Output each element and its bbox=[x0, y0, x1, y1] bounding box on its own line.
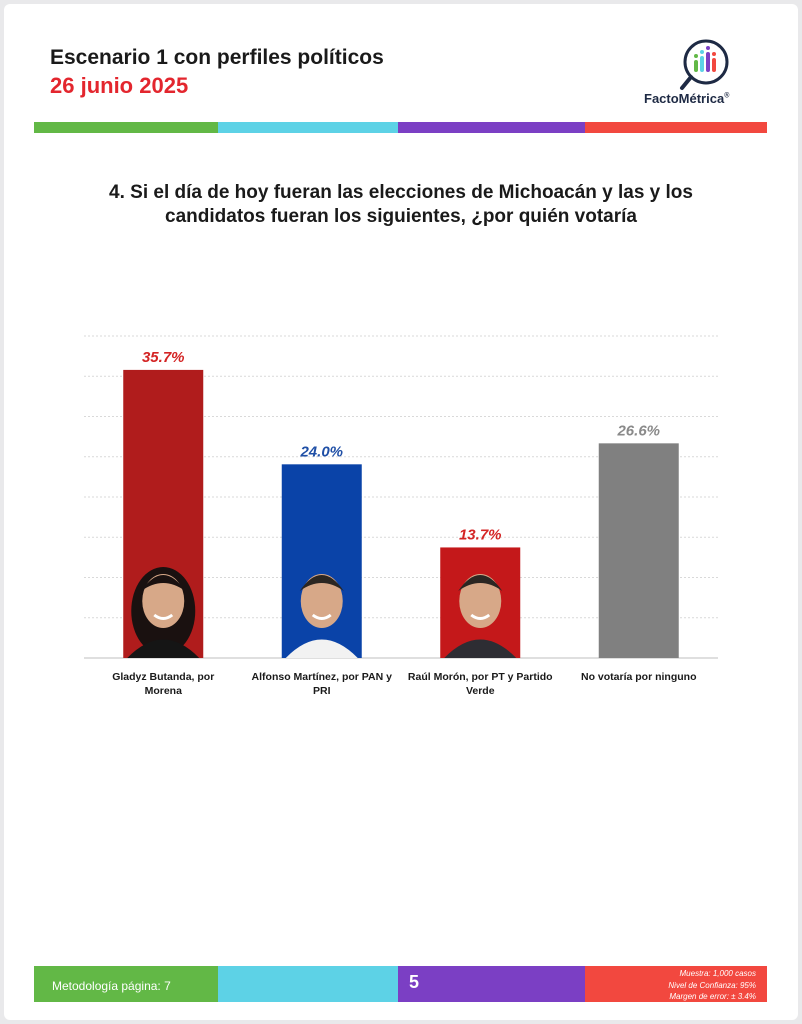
data-label: 13.7% bbox=[458, 526, 502, 544]
bar bbox=[282, 464, 362, 658]
question-text: 4. Si el día de hoy fueran las elecciones de Michoacán y las y los candidatos fueran los siguientes, ¿por quién votaría bbox=[109, 182, 693, 227]
category-label: PRI bbox=[312, 685, 331, 697]
category-label: Gladyz Butanda, por bbox=[112, 671, 215, 683]
report-date: 26 junio 2025 bbox=[50, 73, 189, 98]
category-label: No votaría por ninguno bbox=[581, 671, 697, 683]
category-label: Morena bbox=[144, 685, 182, 697]
category-label: Verde bbox=[465, 685, 495, 697]
data-label: 24.0% bbox=[300, 443, 344, 461]
page-number: 5 bbox=[408, 972, 419, 992]
page-title: Escenario 1 con perfiles políticos bbox=[50, 46, 384, 69]
bar bbox=[599, 443, 679, 658]
confidence-note: Nivel de Confianza: 95% bbox=[668, 981, 756, 990]
data-label: 26.6% bbox=[617, 422, 661, 440]
sample-note: Muestra: 1,000 casos bbox=[679, 969, 756, 978]
footer-cyan bbox=[218, 966, 398, 1002]
methodology-link[interactable]: Metodología página: 7 bbox=[52, 979, 171, 993]
brand-name: FactoMétrica® bbox=[644, 91, 730, 106]
category-label: Raúl Morón, por PT y Partido bbox=[407, 671, 553, 683]
data-label: 35.7% bbox=[141, 348, 185, 366]
margin-note: Margen de error: ± 3.4% bbox=[669, 992, 756, 1001]
category-label: Alfonso Martínez, por PAN y bbox=[251, 671, 392, 683]
